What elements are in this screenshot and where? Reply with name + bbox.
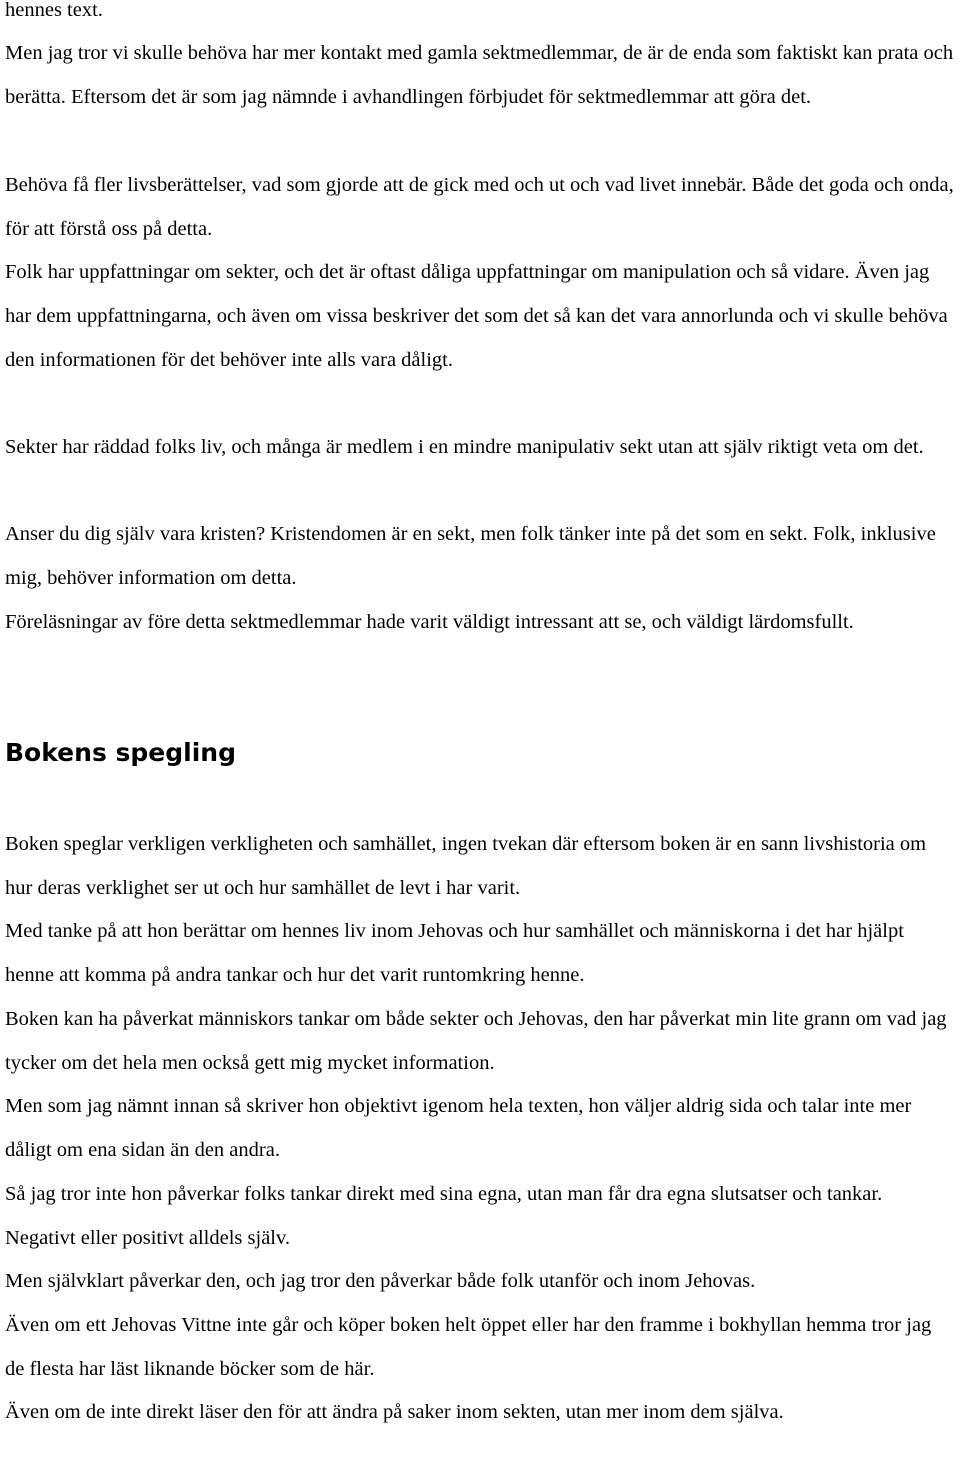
paragraph: Även om ett Jehovas Vittne inte går och köper boken helt öppet eller har den framme i bokhyllan hemma tror jag de flesta har läst liknande böcker som de här. xyxy=(5,1314,932,1380)
paragraph: Boken speglar verkligen verkligheten och samhället, ingen tvekan där eftersom boken är en sann livshistoria om hur deras verklighet ser ut och hur samhället de levt i har varit. xyxy=(5,833,927,899)
paragraph: hennes text. xyxy=(5,0,103,21)
paragraph: Så jag tror inte hon påverkar folks tankar direkt med sina egna, utan man får dra egna slutsatser och tankar. Negativt eller positivt alldels själv. xyxy=(5,1183,883,1249)
paragraph: Sekter har räddad folks liv, och många är medlem i en mindre manipulativ sekt utan att själv riktigt veta om det. xyxy=(5,436,924,458)
paragraph: Med tanke på att hon berättar om hennes liv inom Jehovas och hur samhället och människorna i det har hjälpt henne att komma på andra tankar och hur det varit runtomkring henne. xyxy=(5,920,904,986)
paragraph: Men självklart påverkar den, och jag tror den påverkar både folk utanför och inom Jehovas. xyxy=(5,1270,756,1292)
section-heading: Bokens spegling xyxy=(5,738,236,767)
paragraph: Men som jag nämnt innan så skriver hon objektivt igenom hela texten, hon väljer aldrig sida och talar inte mer dåligt om ena sidan än den andra. xyxy=(5,1095,912,1161)
paragraph: Folk har uppfattningar om sekter, och det är oftast dåliga uppfattningar om manipulation och så vidare. Även jag har dem uppfattningarna, och även om vissa beskriver det som det så kan det vara annorlunda och vi skulle behöva den informationen för det behöver inte alls vara dåligt. xyxy=(5,261,948,371)
paragraph: Behöva få fler livsberättelser, vad som gjorde att de gick med och ut och vad livet innebär. Både det goda och onda, för att förstå oss på detta. xyxy=(5,174,954,240)
paragraph: Föreläsningar av före detta sektmedlemmar hade varit väldigt intressant att se, och väldigt lärdomsfullt. xyxy=(5,611,854,633)
paragraph: Anser du dig själv vara kristen? Kristendomen är en sekt, men folk tänker inte på det som en sekt. Folk, inklusive mig, behöver information om detta. xyxy=(5,523,936,589)
paragraph: Även om de inte direkt läser den för att ändra på saker inom sekten, utan mer inom dem själva. xyxy=(5,1401,784,1423)
paragraph: Boken kan ha påverkat människors tankar om både sekter och Jehovas, den har påverkat min lite grann om vad jag tycker om det hela men också gett mig mycket information. xyxy=(5,1008,947,1074)
paragraph: Men jag tror vi skulle behöva har mer kontakt med gamla sektmedlemmar, de är de enda som faktiskt kan prata och berätta. Eftersom det är som jag nämnde i avhandlingen förbjudet för sektmedlemmar att göra det. xyxy=(5,42,954,108)
